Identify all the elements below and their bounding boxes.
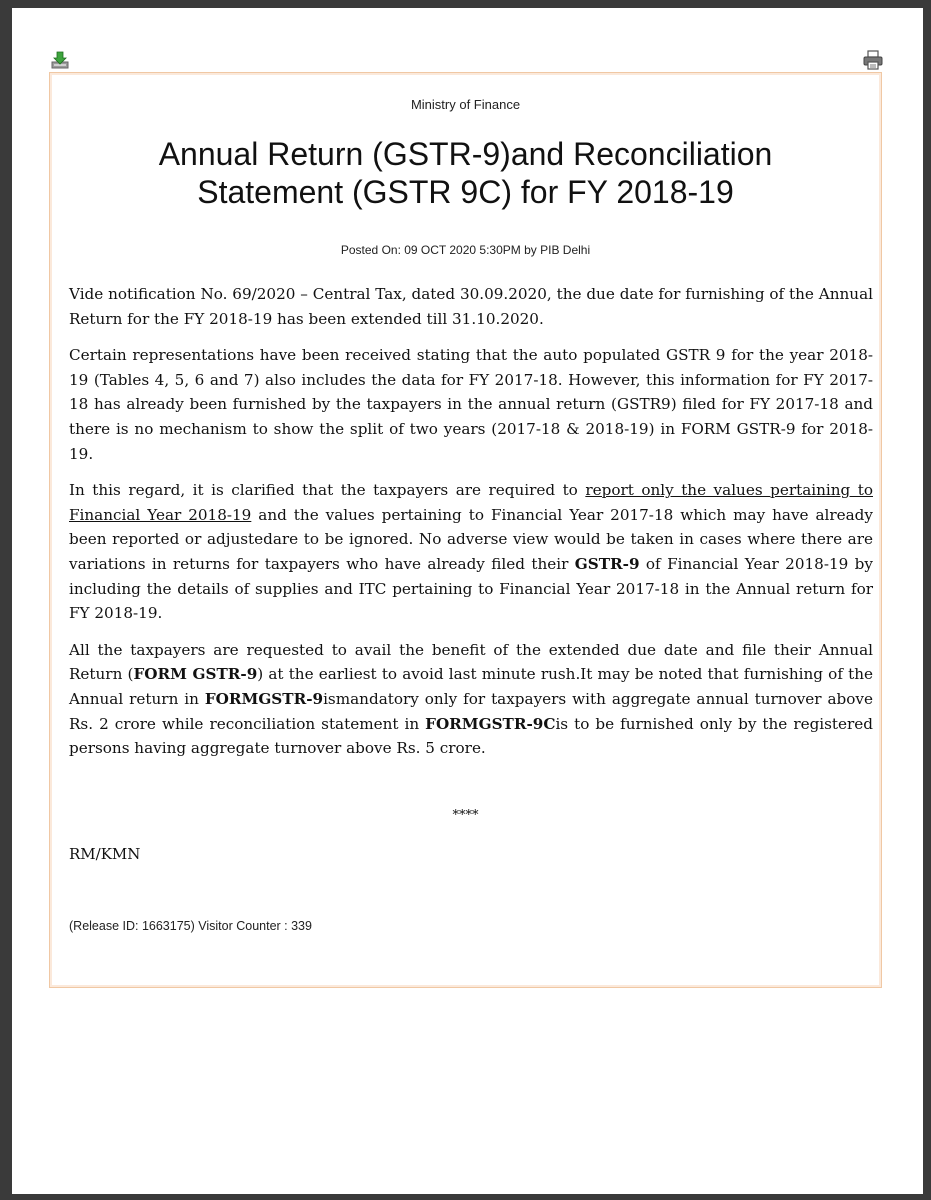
- paragraph-4: [69, 638, 873, 761]
- paragraph-3: [69, 478, 873, 626]
- paragraph-4-text-a: All the taxpayers are requested to avail the benefit of the extended due date and file their Annual Return (: [69, 640, 873, 684]
- paragraph-4-text-b: ) at the earliest to avoid last minute rush.It may be noted that furnishing of the Annual return in: [69, 665, 873, 708]
- download-icon[interactable]: [50, 50, 70, 70]
- paragraph-3-text-c: of Financial Year 2018-19 by including the details of supplies and ITC pertaining to Financial Year 2017-18 in the Annual return for FY 2018-19.: [69, 554, 873, 623]
- paragraph-2: Certain representations have been received stating that the auto populated GSTR 9 for the year 2018-19 (Tables 4, 5, 6 and 7) also includes the data for FY 2017-18. However, this information for FY 2017-18 has already been furnished by the taxpayers in the annual return (GSTR9) filed for FY 2017-18 and there is no mechanism to show the split of two years (2017-18 & 2018-19) in FORM GSTR-9 for 2018-19.: [69, 346, 873, 463]
- ministry-name: Ministry of Finance: [410, 97, 521, 112]
- paragraph-4-bold-2: FORMGSTR-9: [204, 689, 324, 708]
- paragraph-4-text-d: is to be furnished only by the registered persons having aggregate turnover above Rs. 5 crore.: [69, 714, 873, 758]
- paragraph-4-bold-1: FORM GSTR-9: [133, 665, 258, 684]
- title-line-2: Statement (GSTR 9C) for FY 2018-19: [197, 174, 734, 210]
- page: [12, 8, 923, 1194]
- release-body: [69, 282, 873, 773]
- press-release-frame: [49, 72, 882, 988]
- separator: ****: [452, 808, 479, 823]
- paragraph-4-bold-3: FORMGSTR-9C: [425, 714, 556, 733]
- page-title: [90, 135, 841, 211]
- title-line-1: Annual Return (GSTR-9)and Reconciliation: [158, 136, 773, 172]
- paragraph-3-bold: GSTR-9: [574, 554, 640, 573]
- paragraph-1: Vide notification No. 69/2020 – Central Tax, dated 30.09.2020, the due date for furnishing of the Annual Return for the FY 2018-19 has been extended till 31.10.2020.: [69, 285, 873, 328]
- paragraph-4-text-c: ismandatory only for taxpayers with aggregate annual turnover above Rs. 2 crore while reconciliation statement in: [69, 689, 873, 733]
- posted-on: Posted On: 09 OCT 2020 5:30PM by PIB Delhi: [340, 243, 591, 257]
- paragraph-3-text-a: In this regard, it is clarified that the taxpayers are required to: [69, 481, 586, 500]
- release-info: (Release ID: 1663175) Visitor Counter : 339: [69, 919, 312, 933]
- signoff: RM/KMN: [69, 845, 141, 863]
- paragraph-3-text-b: and the values pertaining to Financial Year 2017-18 which may have already been reported or adjustedare to be ignored. No adverse view would be taken in cases where there are variations in returns for taxpayers who have already filed their: [69, 505, 873, 573]
- paragraph-3-underlined: report only the values pertaining to Financial Year 2018-19: [69, 481, 873, 524]
- printer-icon[interactable]: [862, 50, 884, 70]
